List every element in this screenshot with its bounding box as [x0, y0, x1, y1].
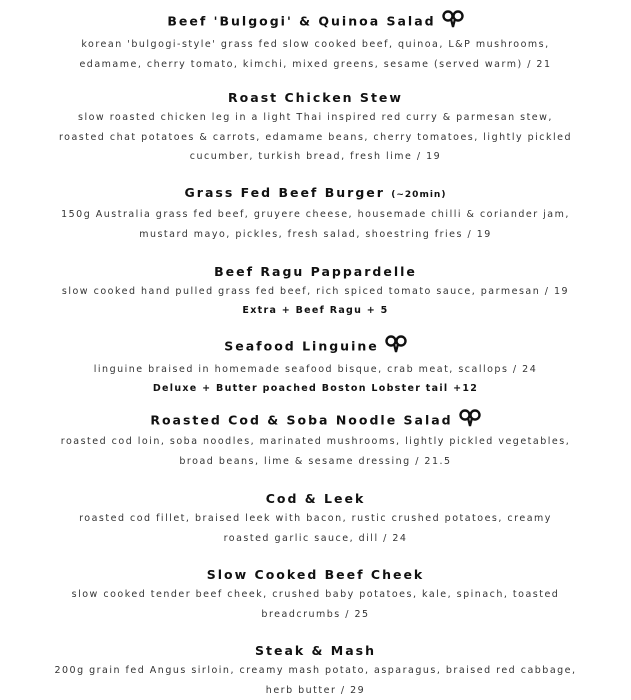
dish-description-line: linguine braised in homemade seafood bisque, crab meat, scallops / 24	[93, 364, 538, 375]
dish-title	[0, 566, 631, 584]
dish-description-line: slow cooked tender beef cheek, crushed baby potatoes, kale, spinach, toasted	[71, 589, 560, 600]
dish-title	[0, 642, 631, 660]
menu-item	[0, 263, 631, 320]
dish-name: Slow Cooked Beef Cheek	[206, 567, 425, 582]
scissors-icon	[385, 334, 407, 354]
dish-name: Seafood Linguine	[224, 338, 379, 354]
dish-title	[0, 12, 631, 32]
dish-title	[0, 263, 631, 281]
dish-description-line: cucumber, turkish bread, fresh lime / 19	[189, 151, 442, 162]
menu-item	[0, 490, 631, 548]
dish-name: Beef 'Bulgogi' & Quinoa Salad	[167, 13, 436, 29]
dish-extra: Extra + Beef Ragu + 5	[242, 304, 389, 316]
dish-description-line: roasted garlic sauce, dill / 24	[223, 532, 408, 544]
dish-description-line: korean 'bulgogi-style' grass fed slow cooked beef, quinoa, L&P mushrooms,	[81, 39, 550, 50]
dish-note: (~20min)	[391, 190, 447, 200]
dish-description-line: roasted cod loin, soba noodles, marinated mushrooms, lightly pickled vegetables,	[60, 436, 571, 447]
dish-name: Roasted Cod & Soba Noodle Salad	[150, 412, 453, 428]
dish-name: Grass Fed Beef Burger	[184, 185, 385, 200]
dish-extra: Deluxe + Butter poached Boston Lobster tail +12	[152, 382, 479, 394]
scissors-icon	[459, 408, 481, 428]
dish-name: Roast Chicken Stew	[228, 90, 403, 105]
menu-item	[0, 642, 631, 700]
dish-name: Cod & Leek	[265, 491, 366, 506]
menu-item	[0, 12, 631, 74]
dish-description-line: breadcrumbs / 25	[261, 608, 370, 620]
dish-title	[0, 411, 631, 431]
dish-description-line: 200g grain fed Angus sirloin, creamy mash potato, asparagus, braised red cabbage,	[54, 665, 577, 676]
dish-title	[0, 89, 631, 107]
dish-description-line: herb butter / 29	[265, 684, 366, 696]
dish-title	[0, 490, 631, 508]
menu-item	[0, 89, 631, 167]
menu-item	[0, 411, 631, 471]
dish-description-line: broad beans, lime & sesame dressing / 21.5	[179, 455, 452, 467]
dish-description-line: 150g Australia grass fed beef, gruyere cheese, housemade chilli & coriander jam,	[61, 209, 570, 220]
dish-title	[0, 337, 631, 357]
dish-title	[0, 184, 631, 204]
dish-description-line: roasted cod fillet, braised leek with bacon, rustic crushed potatoes, creamy	[79, 513, 552, 524]
dish-name: Beef Ragu Pappardelle	[214, 264, 417, 279]
menu-item	[0, 184, 631, 244]
dish-description-line: slow roasted chicken leg in a light Thai inspired red curry & parmesan stew,	[78, 112, 553, 123]
scissors-icon	[442, 9, 464, 29]
dish-description-line: slow cooked hand pulled grass fed beef, rich spiced tomato sauce, parmesan / 19	[61, 286, 570, 297]
menu-item	[0, 337, 631, 398]
dish-name: Steak & Mash	[254, 643, 377, 658]
dish-description-line: edamame, cherry tomato, kimchi, mixed greens, sesame (served warm) / 21	[79, 58, 552, 70]
menu-item	[0, 566, 631, 624]
dish-description-line: roasted chat potatoes & carrots, edamame beans, cherry tomatoes, lightly pickled	[58, 131, 573, 143]
dish-description-line: mustard mayo, pickles, fresh salad, shoestring fries / 19	[139, 228, 492, 240]
